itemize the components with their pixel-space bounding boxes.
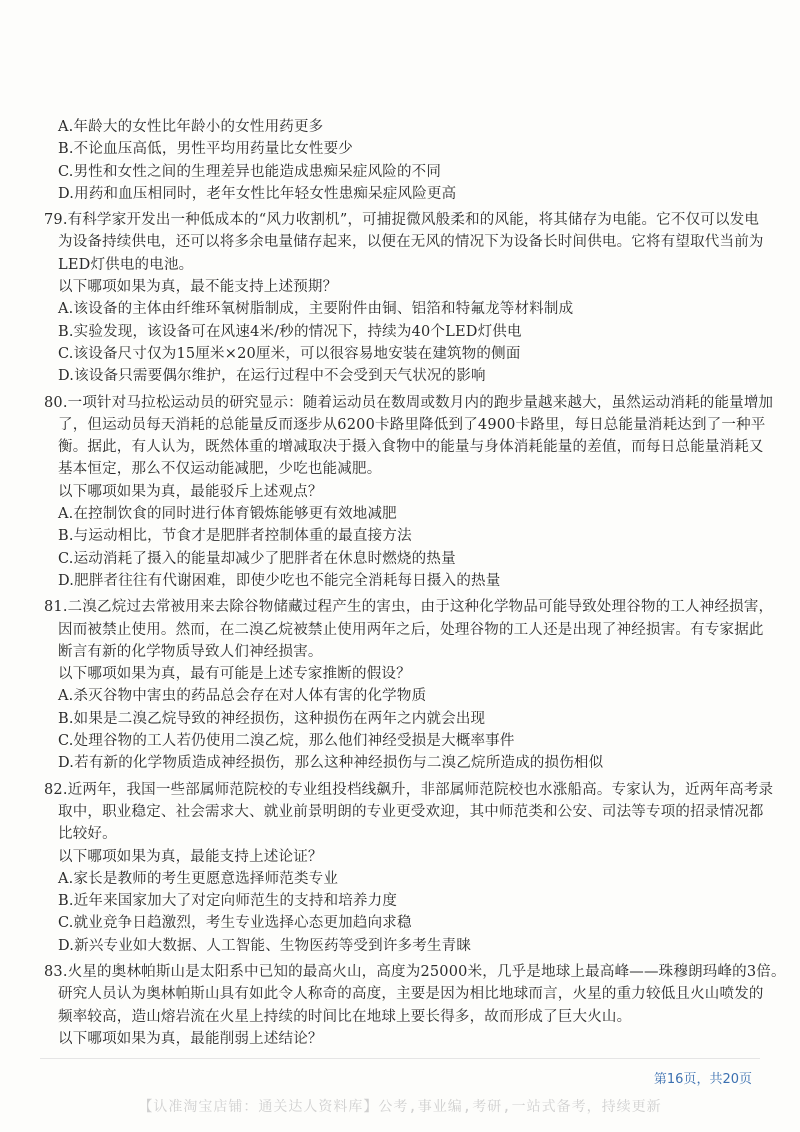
question-stem: 研究人员认为奥林帕斯山具有如此令人称奇的高度，主要是因为相比地球而言，火星的重力较低且火山喷发的 [58,986,764,1003]
q78-options [44,116,774,205]
option-d: D.若有新的化学物质造成神经损伤，那么这种神经损伤与二溴乙烷所造成的损伤相似 [58,755,604,772]
option-d: D.新兴专业如大数据、人工智能、生物医药等受到许多考生青睐 [58,937,472,954]
option-c: C.男性和女性之间的生理差异也能造成患痴呆症风险的不同 [58,163,442,180]
option-a: A.杀灭谷物中害虫的药品总会存在对人体有害的化学物质 [58,688,427,705]
question-prompt: 以下哪项如果为真，最有可能是上述专家推断的假设？ [58,666,411,683]
question-prompt: 以下哪项如果为真，最能削弱上述结论？ [58,1030,323,1047]
question-stem: 因而被禁止使用。然而，在二溴乙烷被禁止使用两年之后，处理谷物的工人还是出现了神经损害。有专家据此 [58,621,764,638]
question-stem: 80.一项针对马拉松运动员的研究显示：随着运动员在数周或数月内的跑步量越来越大，虽然运动消耗的能量增加 [44,394,774,411]
option-d: D.肥胖者往往有代谢困难，即使少吃也不能完全消耗每日摄入的热量 [58,572,501,589]
question-prompt: 以下哪项如果为真，最能支持上述论证？ [58,848,323,865]
question-stem: 了，但运动员每天消耗的总能量反而逐步从6200卡路里降低到了4900卡路里，每日总能量消耗达到了一种平 [58,416,766,433]
option-a: A.年龄大的女性比年龄小的女性用药更多 [58,119,324,135]
option-b: B.不论血压高低，男性平均用药量比女性要少 [58,141,353,158]
question-prompt: 以下哪项如果为真，最不能支持上述预期？ [58,279,338,296]
question-80 [44,392,774,593]
question-stem: 基本恒定，那么不仅运动能减肥，少吃也能减肥。 [58,461,382,478]
option-a: A.家长是教师的考生更愿意选择师范类专业 [58,870,339,887]
watermark-text: 【认准淘宝店铺：通关达人资料库】公考,事业编,考研,一站式备考，持续更新 [138,1099,662,1115]
option-d: D.用药和血压相同时，老年女性比年轻女性患痴呆症风险更高 [58,185,457,202]
question-prompt: 以下哪项如果为真，最能驳斥上述观点？ [58,483,323,500]
option-c: C.该设备尺寸仅为15厘米×20厘米，可以很容易地安装在建筑物的侧面 [58,345,521,362]
option-c: C.运动消耗了摄入的能量却减少了肥胖者在休息时燃烧的热量 [58,550,456,567]
question-stem: 衡。据此，有人认为，既然体重的增减取决于摄入食物中的能量与身体消耗能量的差值，而每日总能量消耗又 [58,439,764,456]
question-83 [44,961,786,1050]
question-content [44,116,786,1050]
question-stem: 81.二溴乙烷过去常被用来去除谷物储藏过程产生的害虫，由于这种化学物品可能导致处理谷物的工人神经损害， [44,599,774,616]
question-stem: 79.有科学家开发出一种低成本的“风力收割机”，可捕捉微风般柔和的风能，将其储存为电能。它不仅可以发电 [44,212,760,229]
option-b: B.如果是二溴乙烷导致的神经损伤，这种损伤在两年之内就会出现 [58,710,486,727]
question-stem: 82.近两年，我国一些部属师范院校的专业组投档线飙升，非部属师范院校也水涨船高。专家认为，近两年高考录 [44,781,774,798]
option-c: C.就业竞争日趋激烈，考生专业选择心态更加趋向求稳 [58,915,412,932]
option-a: A.该设备的主体由纤维环氧树脂制成，主要附件由铜、铝箔和特氟龙等材料制成 [58,301,574,318]
option-b: B.近年来国家加大了对定向师范生的支持和培养力度 [58,893,398,910]
option-c: C.处理谷物的工人若仍使用二溴乙烷，那么他们神经受损是大概率事件 [58,733,515,750]
question-79 [44,209,774,387]
page-indicator: 第16页，共20页 [653,1072,752,1087]
question-stem: LED灯供电的电池。 [58,256,194,273]
question-stem: 比较好。 [58,826,117,843]
question-stem: 取中，职业稳定、社会需求大、就业前景明朗的专业更受欢迎，其中师范类和公安、司法等专项的招录情况都 [58,803,764,820]
question-stem: 83.火星的奥林帕斯山是太阳系中已知的最高火山，高度为25000米，几乎是地球上最高峰——珠穆朗玛峰的3倍。 [44,963,786,980]
question-stem: 断言有新的化学物质导致人们神经损害。 [58,643,323,660]
option-a: A.在控制饮食的同时进行体育锻炼能够更有效地减肥 [58,506,397,523]
question-82 [44,779,774,957]
option-b: B.实验发现，该设备可在风速4米/秒的情况下，持续为40个LED灯供电 [58,323,522,340]
question-stem: 频率较高，造山熔岩流在火星上持续的时间比在地球上要长得多，故而形成了巨大火山。 [58,1008,632,1025]
footer-divider [40,1058,760,1059]
question-stem: 为设备持续供电，还可以将多余电量储存起来，以便在无风的情况下为设备长时间供电。它将有望取代当前为 [58,234,764,251]
option-b: B.与运动相比，节食才是肥胖者控制体重的最直接方法 [58,528,412,545]
option-d: D.该设备只需要偶尔维护，在运行过程中不会受到天气状况的影响 [58,368,486,385]
question-81 [44,596,774,774]
